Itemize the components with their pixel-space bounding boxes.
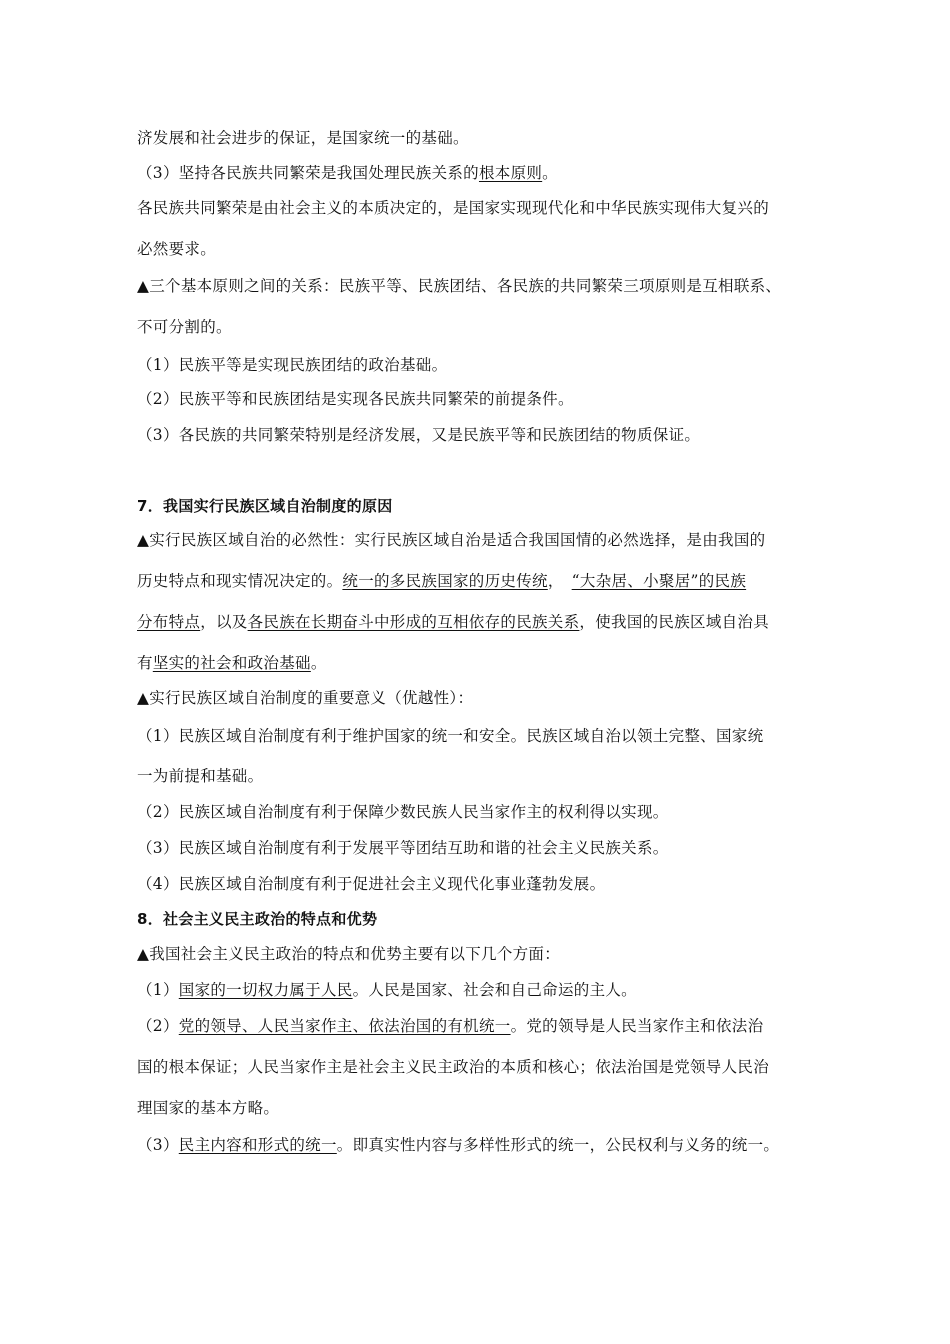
text-line: （3）各民族的共同繁荣特别是经济发展，又是民族平等和民族团结的物质保证。 xyxy=(137,426,701,444)
text-line: （2）民族平等和民族团结是实现各民族共同繁荣的前提条件。 xyxy=(137,390,574,408)
text-line: （1）民族平等是实现民族团结的政治基础。 xyxy=(137,356,448,374)
text-line: ▲我国社会主义民主政治的特点和优势主要有以下几个方面： xyxy=(137,945,561,963)
underlined-term: 民主内容和形式的统一 xyxy=(178,1136,337,1154)
text-line: （2）党的领导、人民当家作主、依法治国的有机统一。党的领导是人民当家作主和依法治 xyxy=(137,1017,764,1035)
text-line: （3）民主内容和形式的统一。即真实性内容与多样性形式的统一，公民权利与义务的统一。 xyxy=(137,1136,780,1154)
underlined-term: 坚实的社会和政治基础 xyxy=(152,654,311,672)
text-line: （1）国家的一切权力属于人民。人民是国家、社会和自己命运的主人。 xyxy=(137,981,637,999)
text-line: 不可分割的。 xyxy=(137,318,232,336)
underlined-term: 分布特点 xyxy=(137,613,201,631)
text-line: 历史特点和现实情况决定的。统一的多民族国家的历史传统， “大杂居、小聚居”的民族 xyxy=(137,572,747,590)
text-line: （3）民族区域自治制度有利于发展平等团结互助和谐的社会主义民族关系。 xyxy=(137,839,669,857)
text-line: 一为前提和基础。 xyxy=(137,767,264,785)
section-heading: 7．我国实行民族区域自治制度的原因 xyxy=(137,497,393,515)
text-line: （2）民族区域自治制度有利于保障少数民族人民当家作主的权利得以实现。 xyxy=(137,803,669,821)
text-line: 各民族共同繁荣是由社会主义的本质决定的，是国家实现现代化和中华民族实现伟大复兴的 xyxy=(137,199,770,217)
text-line: 分布特点，以及各民族在长期奋斗中形成的互相依存的民族关系，使我国的民族区域自治具 xyxy=(137,613,770,631)
underlined-term: 国家的一切权力属于人民 xyxy=(178,981,353,999)
text-line: 必然要求。 xyxy=(137,240,217,258)
text-line: 有坚实的社会和政治基础。 xyxy=(137,654,327,672)
underlined-term: “大杂居、小聚居”的民族 xyxy=(571,572,747,590)
section-heading: 8．社会主义民主政治的特点和优势 xyxy=(137,910,378,928)
text-line: ▲三个基本原则之间的关系：民族平等、民族团结、各民族的共同繁荣三项原则是互相联系、 xyxy=(137,277,782,295)
text-line: ▲实行民族区域自治制度的重要意义（优越性）： xyxy=(137,689,474,707)
text-line: （4）民族区域自治制度有利于促进社会主义现代化事业蓬勃发展。 xyxy=(137,875,606,893)
underlined-term: 根本原则 xyxy=(478,164,543,182)
underlined-term: 党的领导、人民当家作主、依法治国的有机统一 xyxy=(178,1017,511,1035)
text-line: （3）坚持各民族共同繁荣是我国处理民族关系的根本原则。 xyxy=(137,164,558,182)
underlined-term: 各民族在长期奋斗中形成的互相依存的民族关系 xyxy=(247,613,580,631)
text-line: ▲实行民族区域自治的必然性：实行民族区域自治是适合我国国情的必然选择，是由我国的 xyxy=(137,531,766,549)
text-line: 济发展和社会进步的保证，是国家统一的基础。 xyxy=(137,129,469,147)
text-line: 国的根本保证；人民当家作主是社会主义民主政治的本质和核心；依法治国是党领导人民治 xyxy=(137,1058,770,1076)
text-line: （1）民族区域自治制度有利于维护国家的统一和安全。民族区域自治以领土完整、国家统 xyxy=(137,727,764,745)
underlined-term: 统一的多民族国家的历史传统 xyxy=(342,572,548,590)
text-line: 理国家的基本方略。 xyxy=(137,1099,280,1117)
